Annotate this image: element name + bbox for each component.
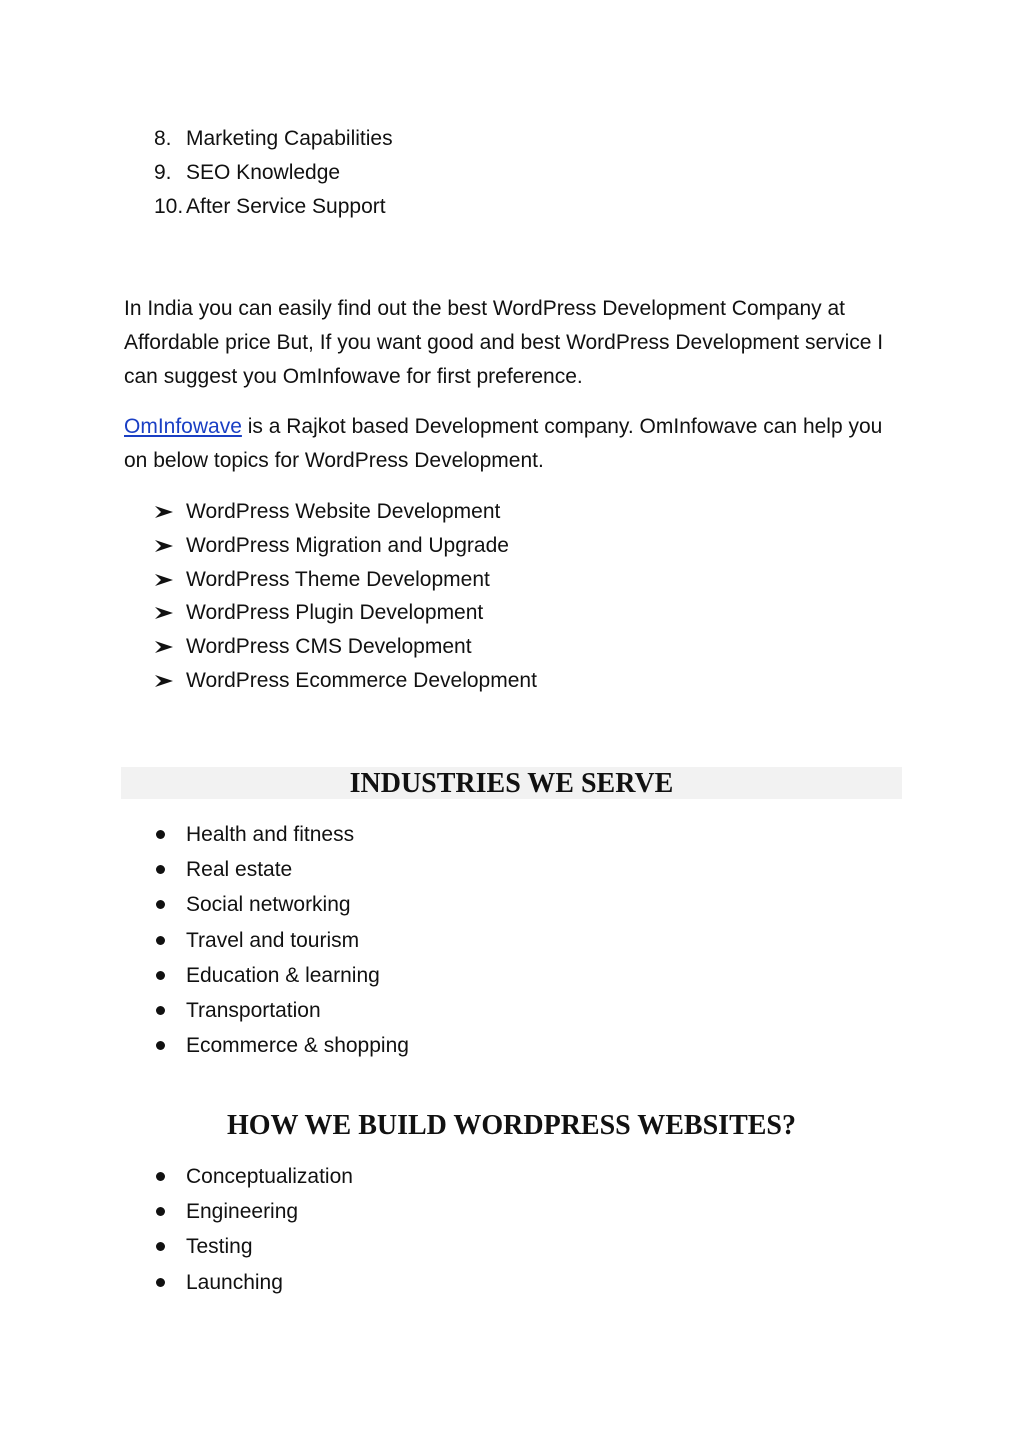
arrowhead-icon — [154, 674, 174, 688]
industry-item-text: Social networking — [186, 893, 351, 917]
service-item-text: WordPress Website Development — [186, 500, 501, 523]
list-item — [0, 1194, 1023, 1229]
services-list — [0, 495, 1023, 698]
process-item-text: Launching — [186, 1270, 283, 1294]
process-item-text: Testing — [186, 1235, 253, 1259]
list-item — [0, 664, 1023, 698]
arrowhead-icon — [154, 505, 174, 519]
ominfowave-link[interactable]: OmInfowave — [124, 415, 242, 438]
list-item — [0, 190, 1023, 224]
bullet-dot-icon — [156, 865, 165, 874]
list-item — [0, 817, 1023, 852]
arrowhead-icon — [154, 606, 174, 620]
list-item — [0, 122, 1023, 156]
industry-item-text: Health and fitness — [186, 823, 355, 846]
bullet-dot-icon — [156, 1041, 165, 1050]
company-paragraph-text: is a Rajkot based Development company. OmInfowave can help you on below topics for WordPress Development. — [124, 415, 883, 472]
list-item — [0, 596, 1023, 630]
intro-paragraph: In India you can easily find out the best WordPress Development Company at Affordable price But, If you want good and best WordPress Development service I can suggest you OmInfowave for first preference. — [124, 297, 884, 388]
industry-item-text: Real estate — [186, 858, 293, 882]
process-heading: HOW WE BUILD WORDPRESS WEBSITES? — [226, 1110, 796, 1141]
industry-item-text: Education & learning — [186, 963, 380, 987]
list-item — [0, 156, 1023, 190]
list-number: 8. — [154, 127, 172, 150]
company-paragraph — [124, 410, 894, 478]
bullet-dot-icon — [156, 1172, 165, 1181]
list-item — [0, 923, 1023, 958]
industry-item-text: Transportation — [186, 998, 321, 1022]
bullet-dot-icon — [156, 1278, 165, 1287]
industries-list — [0, 817, 1023, 1063]
service-item-text: WordPress Migration and Upgrade — [186, 533, 509, 557]
list-item — [0, 887, 1023, 922]
list-item — [0, 529, 1023, 563]
list-item — [0, 1229, 1023, 1264]
list-item-text: SEO Knowledge — [186, 161, 341, 184]
list-item-text: Marketing Capabilities — [186, 127, 393, 150]
arrowhead-icon — [154, 640, 174, 654]
bullet-dot-icon — [156, 971, 165, 980]
bullet-dot-icon — [156, 1242, 165, 1251]
bullet-dot-icon — [156, 936, 165, 945]
arrowhead-icon — [154, 573, 174, 587]
service-item-text: WordPress Plugin Development — [186, 601, 484, 625]
bullet-dot-icon — [156, 1006, 165, 1015]
industry-item-text: Ecommerce & shopping — [186, 1034, 409, 1058]
list-item — [0, 495, 1023, 529]
list-item — [0, 958, 1023, 993]
list-number: 9. — [154, 161, 172, 184]
list-item — [0, 1265, 1023, 1300]
arrowhead-icon — [154, 539, 174, 553]
bullet-dot-icon — [156, 900, 165, 909]
process-item-text: Engineering — [186, 1200, 299, 1224]
list-item — [0, 1028, 1023, 1063]
list-item — [0, 993, 1023, 1028]
service-item-text: WordPress CMS Development — [186, 635, 472, 659]
list-item — [0, 1159, 1023, 1194]
list-number: 10. — [154, 195, 184, 218]
list-item — [0, 630, 1023, 664]
service-item-text: WordPress Ecommerce Development — [186, 668, 537, 692]
process-item-text: Conceptualization — [186, 1165, 353, 1188]
list-item — [0, 563, 1023, 597]
service-item-text: WordPress Theme Development — [186, 567, 490, 591]
numbered-list — [0, 122, 1023, 224]
bullet-dot-icon — [156, 830, 165, 839]
list-item-text: After Service Support — [186, 195, 386, 218]
list-item — [0, 852, 1023, 887]
bullet-dot-icon — [156, 1207, 165, 1216]
process-list — [0, 1159, 1023, 1300]
industries-heading: INDUSTRIES WE SERVE — [349, 768, 674, 799]
industry-item-text: Travel and tourism — [186, 928, 360, 952]
